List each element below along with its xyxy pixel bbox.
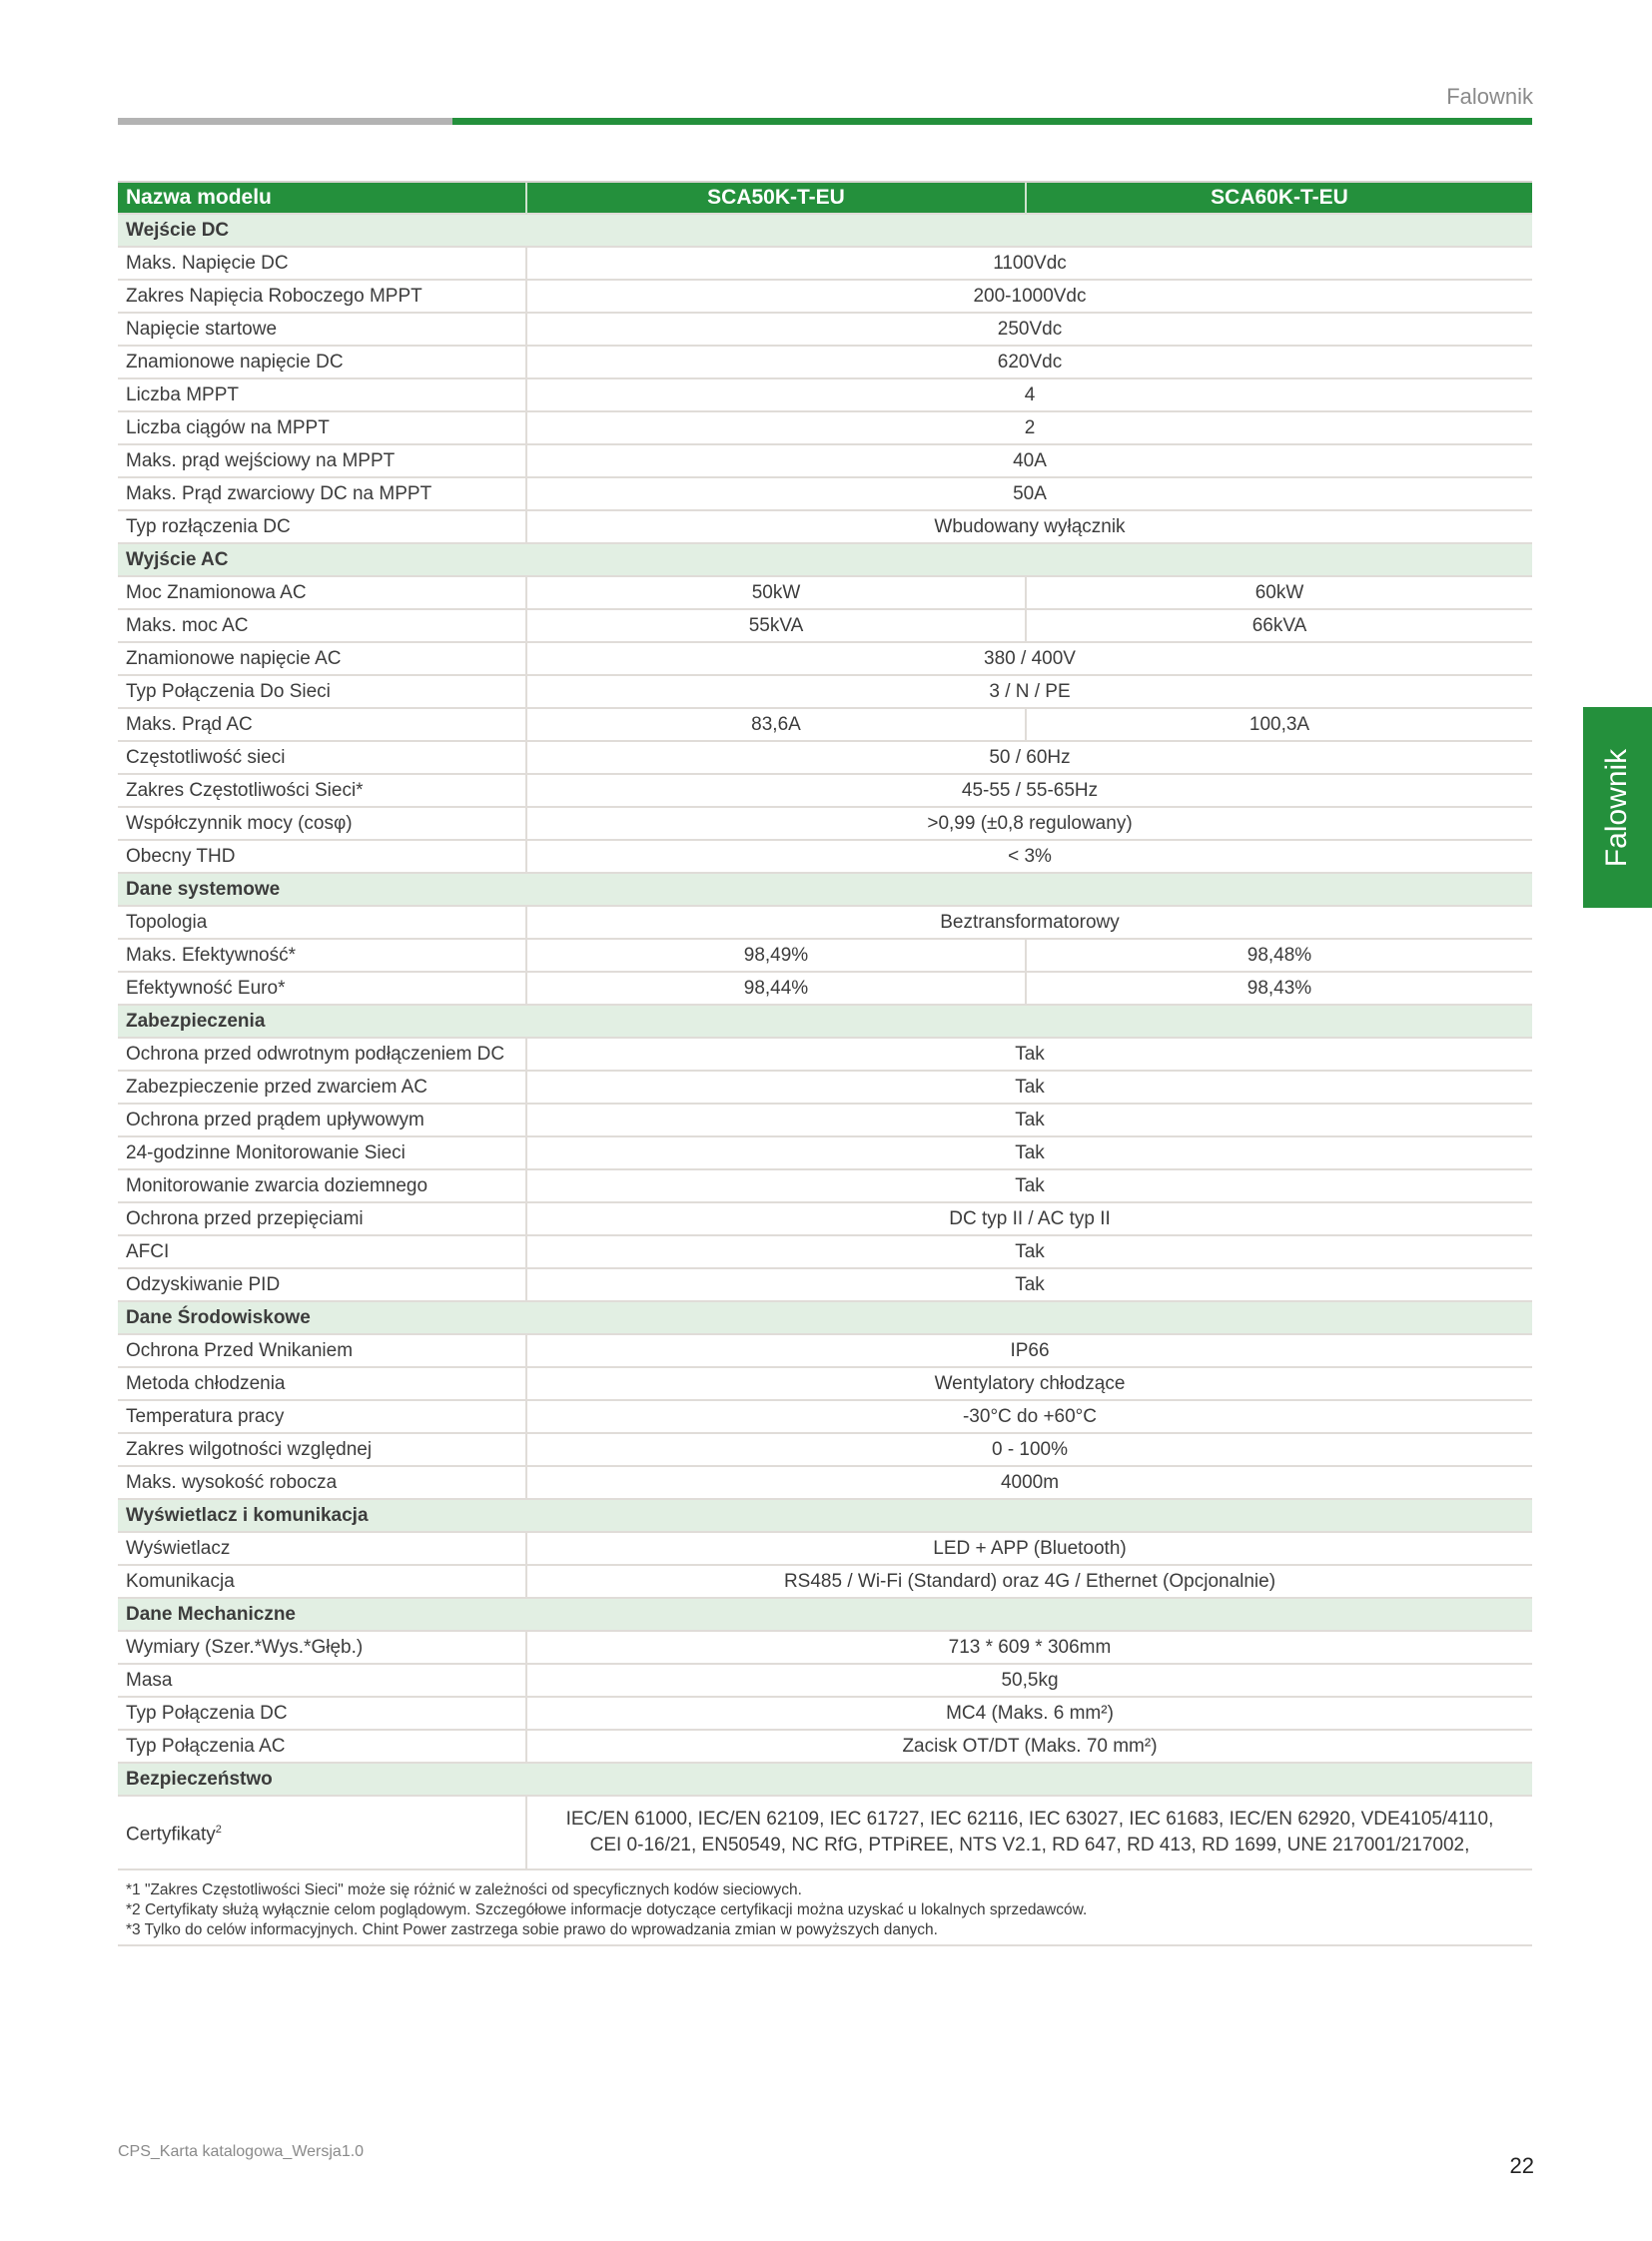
table-row — [118, 1071, 1532, 1104]
row-value-shared: RS485 / Wi-Fi (Standard) oraz 4G / Ethernet (Opcjonalnie) — [526, 1565, 1532, 1598]
section-header-row — [118, 1301, 1532, 1334]
table-row — [118, 675, 1532, 708]
row-label: Wyświetlacz — [118, 1532, 526, 1565]
row-value-shared: 250Vdc — [526, 313, 1532, 346]
row-value-sca50k: 98,44% — [526, 972, 1026, 1005]
table-row — [118, 1433, 1532, 1466]
header-rule — [118, 118, 1532, 125]
row-label: Liczba ciągów na MPPT — [118, 411, 526, 444]
row-value-shared: 40A — [526, 444, 1532, 477]
row-value-shared: < 3% — [526, 840, 1532, 873]
row-label: Efektywność Euro* — [118, 972, 526, 1005]
row-label: Maks. prąd wejściowy na MPPT — [118, 444, 526, 477]
row-label: Maks. wysokość robocza — [118, 1466, 526, 1499]
side-tab-label: Falownik — [1600, 748, 1634, 867]
row-value-shared: 4 — [526, 378, 1532, 411]
row-value-shared: 3 / N / PE — [526, 675, 1532, 708]
row-value-shared: LED + APP (Bluetooth) — [526, 1532, 1532, 1565]
section-header-row — [118, 1499, 1532, 1532]
section-title: Bezpieczeństwo — [118, 1763, 1532, 1796]
table-row — [118, 1235, 1532, 1268]
table-row — [118, 411, 1532, 444]
row-label: Temperatura pracy — [118, 1400, 526, 1433]
row-value-shared: DC typ II / AC typ II — [526, 1202, 1532, 1235]
row-value-shared: Tak — [526, 1169, 1532, 1202]
table-row — [118, 1169, 1532, 1202]
section-title: Wyjście AC — [118, 543, 1532, 576]
page-number: 22 — [1509, 2153, 1534, 2178]
table-row — [118, 1466, 1532, 1499]
table-row — [118, 444, 1532, 477]
header-rule-green — [452, 118, 1532, 125]
footnote-2: *2 Certyfikaty służą wyłącznie celom poglądowym. Szczegółowe informacje dotyczące certyfikacji można uzyskać u lokalnych sprzedawców. — [126, 1901, 1088, 1918]
table-row — [118, 972, 1532, 1005]
row-label: Odzyskiwanie PID — [118, 1268, 526, 1301]
footnotes — [118, 1877, 1532, 1946]
row-label: Topologia — [118, 906, 526, 939]
footnote-3: *3 Tylko do celów informacyjnych. Chint Power zastrzega sobie prawo do wprowadzania zmian w powyższych danych. — [126, 1921, 938, 1938]
table-row — [118, 280, 1532, 313]
table-header-row — [118, 182, 1532, 214]
table-row — [118, 1697, 1532, 1730]
section-header-row — [118, 1763, 1532, 1796]
row-value-shared: Tak — [526, 1104, 1532, 1136]
table-row — [118, 510, 1532, 543]
row-label: Ochrona przed odwrotnym podłączeniem DC — [118, 1038, 526, 1071]
row-value-shared: Wbudowany wyłącznik — [526, 510, 1532, 543]
row-label: Moc Znamionowa AC — [118, 576, 526, 609]
row-label: Ochrona przed prądem upływowym — [118, 1104, 526, 1136]
section-title: Dane Mechaniczne — [118, 1598, 1532, 1631]
footnote-1: *1 "Zakres Częstotliwości Sieci" może się różnić w zależności od specyficznych kodów sieciowych. — [126, 1881, 802, 1898]
row-value-sca50k: 83,6A — [526, 708, 1026, 741]
row-value-shared: -30°C do +60°C — [526, 1400, 1532, 1433]
row-value-shared: MC4 (Maks. 6 mm²) — [526, 1697, 1532, 1730]
section-title: Dane Środowiskowe — [118, 1301, 1532, 1334]
row-label: Liczba MPPT — [118, 378, 526, 411]
row-label: Zabezpieczenie przed zwarciem AC — [118, 1071, 526, 1104]
row-label: Maks. Prąd zwarciowy DC na MPPT — [118, 477, 526, 510]
row-label: Zakres wilgotności względnej — [118, 1433, 526, 1466]
column-header-sca60k: SCA60K-T-EU — [1026, 182, 1532, 214]
row-value-shared: 45-55 / 55-65Hz — [526, 774, 1532, 807]
row-label: Ochrona przed przepięciami — [118, 1202, 526, 1235]
table-row — [118, 840, 1532, 873]
table-row — [118, 807, 1532, 840]
section-label: Falownik — [1446, 84, 1533, 109]
row-value-shared: 50 / 60Hz — [526, 741, 1532, 774]
row-value-shared: Tak — [526, 1235, 1532, 1268]
table-row — [118, 477, 1532, 510]
header-rule-gray — [118, 118, 452, 125]
row-label: Monitorowanie zwarcia doziemnego — [118, 1169, 526, 1202]
row-label: Ochrona Przed Wnikaniem — [118, 1334, 526, 1367]
column-header-model-name: Nazwa modelu — [118, 182, 526, 214]
row-value-shared: Tak — [526, 1038, 1532, 1071]
table-row — [118, 1268, 1532, 1301]
row-label: Maks. moc AC — [118, 609, 526, 642]
row-label: Typ rozłączenia DC — [118, 510, 526, 543]
row-value-shared: Tak — [526, 1136, 1532, 1169]
row-value-sca50k: 98,49% — [526, 939, 1026, 972]
section-title: Dane systemowe — [118, 873, 1532, 906]
row-value-shared: Beztransformatorowy — [526, 906, 1532, 939]
row-label: Współczynnik mocy (cosφ) — [118, 807, 526, 840]
table-row — [118, 1202, 1532, 1235]
table-row — [118, 774, 1532, 807]
row-label: Zakres Napięcia Roboczego MPPT — [118, 280, 526, 313]
row-label: Znamionowe napięcie AC — [118, 642, 526, 675]
table-row — [118, 1532, 1532, 1565]
section-title: Wejście DC — [118, 214, 1532, 247]
row-value-sca60k: 98,48% — [1026, 939, 1532, 972]
row-value-shared: Zacisk OT/DT (Maks. 70 mm²) — [526, 1730, 1532, 1763]
table-row — [118, 1631, 1532, 1664]
table-row — [118, 1664, 1532, 1697]
row-value-shared: Tak — [526, 1268, 1532, 1301]
table-row — [118, 346, 1532, 378]
row-value-shared: 50,5kg — [526, 1664, 1532, 1697]
table-row — [118, 708, 1532, 741]
certificates-value: IEC/EN 61000, IEC/EN 62109, IEC 61727, IEC 62116, IEC 63027, IEC 61683, IEC/EN 62920, VDE4105/4110, CEI 0-16/21, EN50549, NC RfG, PTPiREE, NTS V2.1, RD 647, RD 413, RD 1699, UNE 217001/217002, — [526, 1796, 1532, 1869]
table-row — [118, 906, 1532, 939]
table-row — [118, 378, 1532, 411]
section-header-row — [118, 1598, 1532, 1631]
row-value-shared: Tak — [526, 1071, 1532, 1104]
table-row-certificates — [118, 1796, 1532, 1869]
section-header-row — [118, 214, 1532, 247]
row-value-shared: 1100Vdc — [526, 247, 1532, 280]
table-row — [118, 1038, 1532, 1071]
table-row — [118, 939, 1532, 972]
row-label: Maks. Napięcie DC — [118, 247, 526, 280]
section-title: Zabezpieczenia — [118, 1005, 1532, 1038]
table-row — [118, 1367, 1532, 1400]
row-value-shared: 4000m — [526, 1466, 1532, 1499]
row-label: 24-godzinne Monitorowanie Sieci — [118, 1136, 526, 1169]
table-row — [118, 1400, 1532, 1433]
row-label: Napięcie startowe — [118, 313, 526, 346]
section-title: Wyświetlacz i komunikacja — [118, 1499, 1532, 1532]
row-value-sca60k: 66kVA — [1026, 609, 1532, 642]
table-row — [118, 741, 1532, 774]
row-value-shared: 50A — [526, 477, 1532, 510]
row-value-shared: 2 — [526, 411, 1532, 444]
row-label: Częstotliwość sieci — [118, 741, 526, 774]
row-label: Masa — [118, 1664, 526, 1697]
row-label: Zakres Częstotliwości Sieci* — [118, 774, 526, 807]
table-row — [118, 1565, 1532, 1598]
row-label: Maks. Efektywność* — [118, 939, 526, 972]
row-value-shared: 713 * 609 * 306mm — [526, 1631, 1532, 1664]
row-value-shared: 0 - 100% — [526, 1433, 1532, 1466]
table-row — [118, 609, 1532, 642]
table-row — [118, 1334, 1532, 1367]
table-row — [118, 576, 1532, 609]
row-label: Maks. Prąd AC — [118, 708, 526, 741]
row-value-sca60k: 98,43% — [1026, 972, 1532, 1005]
row-value-shared: IP66 — [526, 1334, 1532, 1367]
document-name: CPS_Karta katalogowa_Wersja1.0 — [118, 2143, 365, 2160]
spec-table — [118, 181, 1532, 1870]
row-label: Komunikacja — [118, 1565, 526, 1598]
row-label: Obecny THD — [118, 840, 526, 873]
row-label: Typ Połączenia DC — [118, 1697, 526, 1730]
spec-table-body — [118, 214, 1532, 1796]
row-value-shared: 620Vdc — [526, 346, 1532, 378]
table-row — [118, 313, 1532, 346]
row-label: Certyfikaty$^2$ — [118, 1796, 526, 1869]
row-value-shared: >0,99 (±0,8 regulowany) — [526, 807, 1532, 840]
column-header-sca50k: SCA50K-T-EU — [526, 182, 1026, 214]
row-label: Znamionowe napięcie DC — [118, 346, 526, 378]
row-label: Wymiary (Szer.*Wys.*Głęb.) — [118, 1631, 526, 1664]
table-row — [118, 247, 1532, 280]
row-value-shared: Wentylatory chłodzące — [526, 1367, 1532, 1400]
row-value-shared: 200-1000Vdc — [526, 280, 1532, 313]
section-header-row — [118, 1005, 1532, 1038]
table-row — [118, 1104, 1532, 1136]
section-header-row — [118, 873, 1532, 906]
row-value-sca60k: 100,3A — [1026, 708, 1532, 741]
row-label: Typ Połączenia AC — [118, 1730, 526, 1763]
row-value-sca60k: 60kW — [1026, 576, 1532, 609]
row-value-sca50k: 55kVA — [526, 609, 1026, 642]
row-label: AFCI — [118, 1235, 526, 1268]
table-row — [118, 642, 1532, 675]
table-row — [118, 1136, 1532, 1169]
side-tab-falownik — [1583, 707, 1652, 908]
row-label: Metoda chłodzenia — [118, 1367, 526, 1400]
row-value-sca50k: 50kW — [526, 576, 1026, 609]
section-header-row — [118, 543, 1532, 576]
row-label: Typ Połączenia Do Sieci — [118, 675, 526, 708]
row-value-shared: 380 / 400V — [526, 642, 1532, 675]
table-row — [118, 1730, 1532, 1763]
